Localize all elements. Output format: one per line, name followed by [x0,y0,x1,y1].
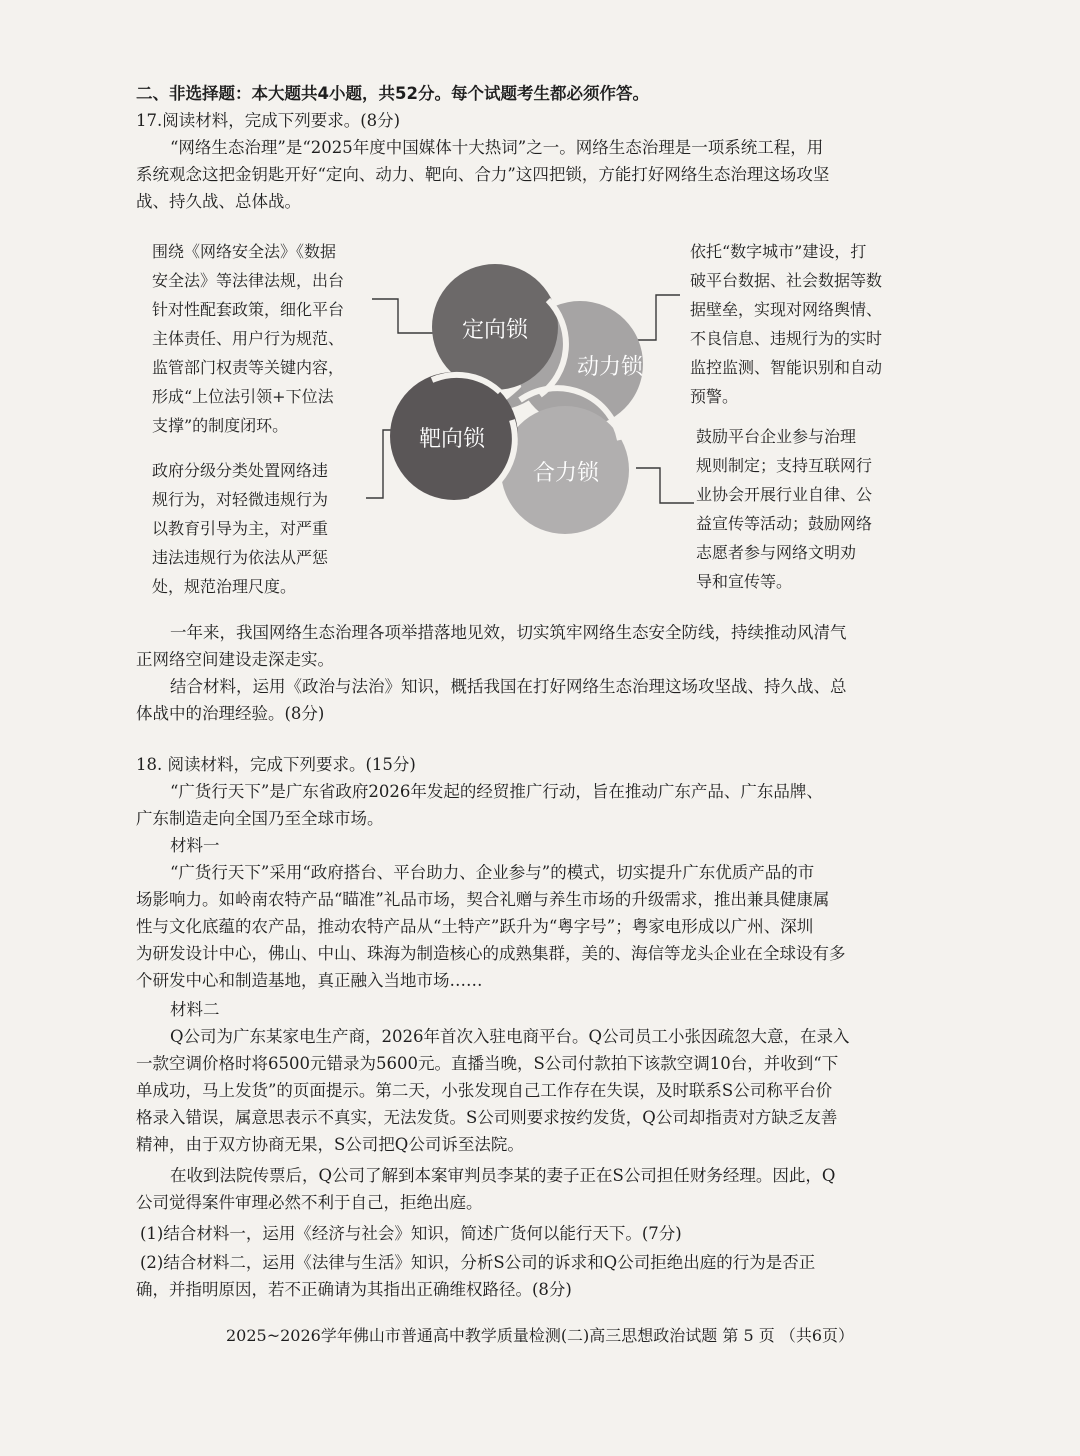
box-line: 不良信息、违规行为的实时 [690,329,883,348]
q18-material2b-line: 公司觉得案件审理必然不利于自己，拒绝出庭。 [136,1193,483,1212]
q18-material1-line: 性与文化底蕴的农产品，推动农特产品从“土特产”跃升为“粤字号”；粤家电形成以广州、深圳 [136,917,814,936]
box-line: 志愿者参与网络文明劝 [696,543,857,562]
q18-material2b-line: 在收到法院传票后，Q公司了解到本案审判员李某的妻子正在S公司担任财务经理。因此，Q [170,1166,836,1185]
q18-material1-label: 材料一 [170,836,220,855]
q17-after-line: 正网络空间建设走深走实。 [136,650,334,669]
box-line: 以教育引导为主，对严重 [152,519,329,538]
q17-intro-line: 战、持久战、总体战。 [136,192,301,211]
q18-material1-line: 个研发中心和制造基地，真正融入当地市场…… [136,971,483,990]
q18-material2-line: 单成功，马上发货”的页面提示。第二天，小张发现自己工作存在失误，及时联系S公司称平台价 [136,1081,833,1100]
box-line: 破平台数据、社会数据等数 [690,271,883,290]
box-line: 围绕《网络安全法》《数据 [152,242,337,261]
q18-sub2-line: 确，并指明原因，若不正确请为其指出正确维权路径。(8分) [136,1280,572,1299]
box-line: 监管部门权责等关键内容， [152,358,345,377]
q18-material1-line: “广货行天下”采用“政府搭台、平台助力、企业参与”的模式，切实提升广东优质产品的市 [170,863,815,882]
page-footer: 2025~2026学年佛山市普通高中教学质量检测(二)高三思想政治试题 第 5 页 （共6页） [225,1326,855,1345]
lock-label-baxiang: 靶向锁 [418,427,486,452]
q18-material2-line: 格录入错误，属意思表示不真实，无法发货。S公司则要求按约发货，Q公司却指责对方缺乏友善 [136,1108,838,1127]
lock-label-dingxiang: 定向锁 [461,318,529,343]
q18-material2-label: 材料二 [170,1000,220,1019]
box-line: 形成“上位法引领+下位法 [152,387,334,406]
box-line: 支撑”的制度闭环。 [152,416,289,435]
box-line: 监控监测、智能识别和自动 [690,358,883,377]
q18-material2-line: 一款空调价格时将6500元错录为5600元。直播当晚，S公司付款拍下该款空调10台，并收到“下 [136,1054,839,1073]
box-line: 违法违规行为依法从严惩 [152,548,329,567]
box-line: 针对性配套政策，细化平台 [152,300,345,319]
box-line: 益宣传等活动；鼓励网络 [696,514,873,533]
box-line: 预警。 [690,387,739,406]
box-line: 规则制定；支持互联网行 [696,456,873,475]
q17-intro-line: 系统观念这把金钥匙开好“定向、动力、靶向、合力”这四把锁，方能打好网络生态治理这场攻坚 [136,165,830,184]
box-line: 规行为，对轻微违规行为 [152,490,329,509]
q17-task-line: 结合材料，运用《政治与法治》知识，概括我国在打好网络生态治理这场攻坚战、持久战、总 [170,677,847,696]
section-heading: 二、非选择题：本大题共4小题，共52分。每个试题考生都必须作答。 [136,84,649,103]
lock-label-heli: 合力锁 [532,461,600,486]
connector-top-right [628,295,680,340]
q18-sub1: (1)结合材料一，运用《经济与社会》知识，简述广货何以能行天下。(7分) [140,1224,682,1243]
q18-material1-line: 场影响力。如岭南农特产品“瞄准”礼品市场，契合礼赠与养生市场的升级需求，推出兼具健康属 [136,890,830,909]
q18-material2-line: Q公司为广东某家电生产商，2026年首次入驻电商平台。Q公司员工小张因疏忽大意，在录入 [170,1027,850,1046]
lock-label-dongli: 动力锁 [576,355,644,380]
box-line: 鼓励平台企业参与治理 [696,427,857,446]
box-line: 政府分级分类处置网络违 [152,461,329,480]
box-line: 导和宣传等。 [696,572,793,591]
box-line: 依托“数字城市”建设，打 [690,242,867,261]
connector-bottom-right [636,468,694,503]
box-line: 业协会开展行业自律、公 [696,485,873,504]
box-line: 处，规范治理尺度。 [152,577,297,596]
box-line: 安全法》等法律法规，出台 [152,271,345,290]
box-line: 据壁垒，实现对网络舆情、 [690,300,883,319]
box-line: 主体责任、用户行为规范、 [152,329,345,348]
q18-title: 18. 阅读材料，完成下列要求。(15分) [136,755,416,774]
q18-intro-line: 广东制造走向全国乃至全球市场。 [136,809,384,828]
q18-intro-line: “广货行天下”是广东省政府2026年发起的经贸推广行动，旨在推动广东产品、广东品牌、 [170,782,823,801]
q18-material1-line: 为研发设计中心，佛山、中山、珠海为制造核心的成熟集群，美的、海信等龙头企业在全球设有多 [136,944,846,963]
q17-task-line: 体战中的治理经验。(8分) [136,704,325,723]
q18-sub2-line: (2)结合材料二，运用《法律与生活》知识，分析S公司的诉求和Q公司拒绝出庭的行为是否正 [140,1253,816,1272]
q18-material2-line: 精神，由于双方协商无果，S公司把Q公司诉至法院。 [136,1135,524,1154]
q17-title: 17.阅读材料，完成下列要求。(8分) [136,111,401,130]
q17-after-line: 一年来，我国网络生态治理各项举措落地见效，切实筑牢网络生态安全防线，持续推动风清气 [170,623,847,642]
q17-intro-line: “网络生态治理”是“2025年度中国媒体十大热词”之一。网络生态治理是一项系统工程，用 [170,138,824,157]
connector-top-left [372,299,440,333]
